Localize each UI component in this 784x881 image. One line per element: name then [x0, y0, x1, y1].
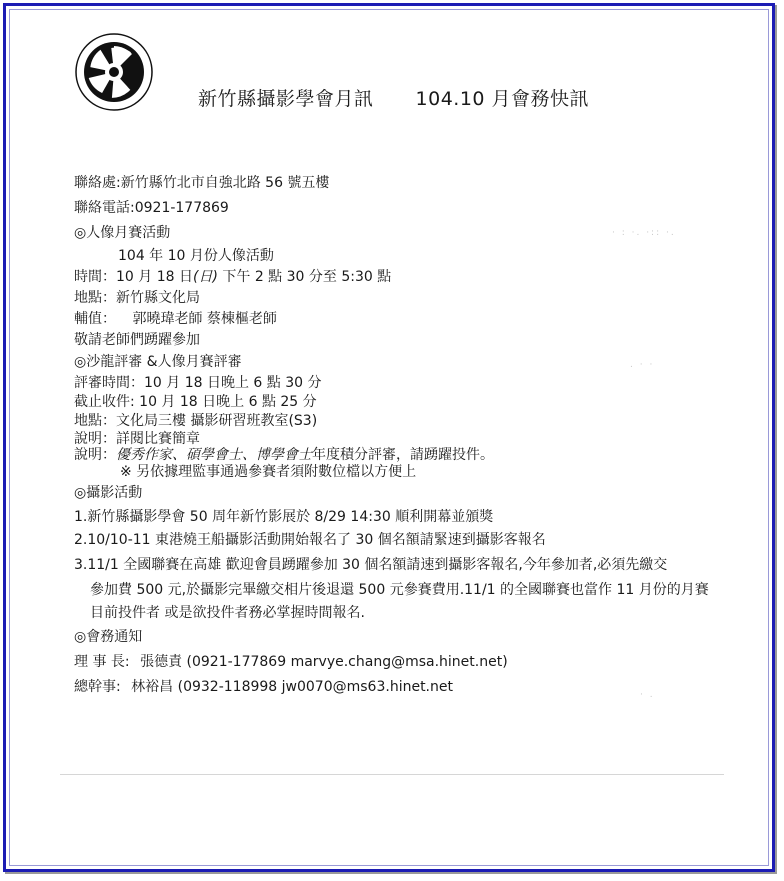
portrait-time-label: 時間：10 月 18 日 — [74, 269, 193, 285]
portrait-heading: ◎人像月賽活動 — [74, 225, 171, 241]
shutter-logo-icon — [74, 32, 154, 112]
portrait-time-day: (日) — [192, 269, 218, 285]
judging-note1: 說明：詳閱比賽簡章 — [74, 431, 200, 447]
judging-note2-rest: 年度積分評審，請踴躍投件。 — [312, 447, 494, 463]
portrait-time — [74, 267, 391, 287]
scan-speckle: · : ·. ·:: ·. — [612, 228, 676, 238]
page-title — [198, 84, 589, 111]
portrait-time-rest: 下午 2 點 30 分至 5:30 點 — [217, 269, 392, 285]
judging-heading: ◎沙龍評審 &人像月賽評審 — [74, 354, 242, 370]
activity-item-3c: 目前投件者 或是欲投件者務必掌握時間報名. — [90, 605, 365, 621]
activity-item-3a: 3.11/1 全國聯賽在高雄 歡迎會員踴躍參加 30 個名額請速到攝影客報名,今年參加者,必須先繳交 — [74, 557, 668, 573]
activity-item-3b: 參加費 500 元,於攝影完畢繳交相片後退還 500 元參賽費用.11/1 的全國聯賽也當作 11 月份的月賽 — [90, 582, 709, 598]
contact-phone: 聯絡電話:0921-177869 — [74, 200, 229, 216]
chairman-contact: 張德責 (0921-177869 marvye.chang@msa.hinet.net) — [140, 654, 508, 670]
activity-item-1: 1.新竹縣攝影學會 50 周年新竹影展於 8/29 14:30 順利開幕並頒獎 — [74, 509, 494, 525]
contact-address: 聯絡處:新竹縣竹北市自強北路 56 號五樓 — [74, 175, 330, 191]
judging-time: 評審時間：10 月 18 日晚上 6 點 30 分 — [74, 375, 322, 391]
society-logo — [74, 32, 154, 112]
portrait-place: 地點：新竹縣文化局 — [74, 290, 200, 306]
title-main: 新竹縣攝影學會月訊 — [198, 88, 374, 110]
secretary-contact: 林裕昌 (0932-118998 jw0070@ms63.hinet.net — [131, 679, 453, 695]
title-sub: 104.10 月會務快訊 — [415, 88, 590, 110]
judging-place: 地點：文化局三樓 攝影研習班教室(S3) — [74, 413, 318, 429]
notice-secretary — [74, 677, 453, 697]
instructor-names: 郭曉瑋老師 蔡棟樞老師 — [132, 311, 277, 327]
scan-line-divider — [60, 774, 724, 775]
judging-note3: ※ 另依據理監事通過參賽者須附數位檔以方便上 — [120, 464, 417, 480]
portrait-instructors — [74, 309, 277, 329]
scan-speckle: · . — [640, 690, 655, 700]
scan-speckle: . · · — [630, 360, 655, 370]
judging-note2-italic: 優秀作家、碩學會士、博學會士 — [116, 447, 312, 463]
activity-item-2: 2.10/10-11 東港燒王船攝影活動開始報名了 30 個名額請緊速到攝影客報名 — [74, 532, 546, 548]
judging-note2-prefix: 說明： — [74, 447, 116, 463]
notices-heading: ◎會務通知 — [74, 629, 143, 645]
judging-deadline: 截止收件: 10 月 18 日晚上 6 點 25 分 — [74, 394, 317, 410]
notice-chairman — [74, 652, 508, 672]
portrait-line1: 104 年 10 月份人像活動 — [118, 248, 274, 264]
activities-heading: ◎攝影活動 — [74, 485, 143, 501]
chairman-label: 理 事 長: — [74, 654, 130, 670]
instructor-label: 輔值： — [74, 311, 116, 327]
portrait-invite: 敬請老師們踴躍參加 — [74, 332, 200, 348]
secretary-label: 總幹事: — [74, 679, 121, 695]
